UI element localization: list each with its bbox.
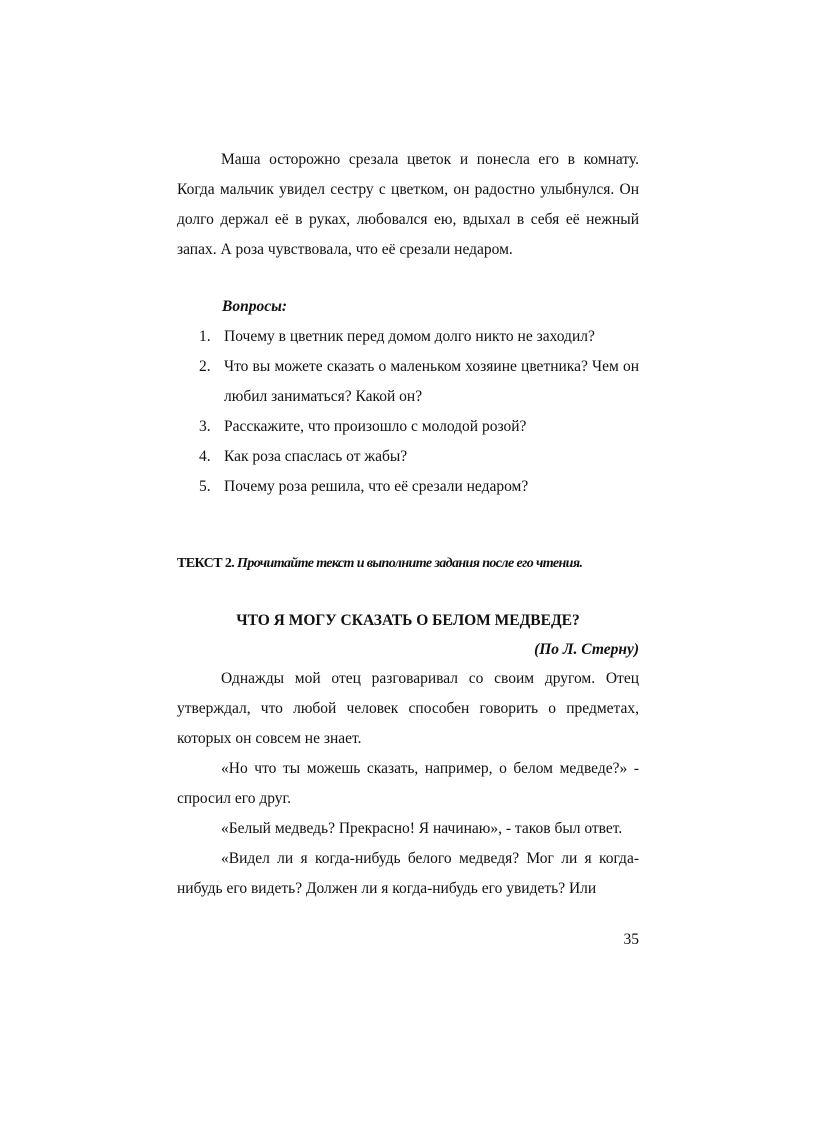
question-number: 3.: [199, 418, 211, 435]
task-header: [177, 550, 647, 578]
story-paragraph: «Белый медведь? Прекрасно! Я начинаю», - таков был ответ.: [221, 820, 623, 837]
question-item: [199, 472, 639, 502]
question-item: [199, 352, 639, 412]
question-text: Почему роза решила, что её срезали недаром?: [224, 478, 529, 495]
page-number: 35: [623, 931, 639, 948]
top-paragraph-block: [177, 145, 639, 265]
question-item: [199, 322, 639, 352]
questions-section: [177, 292, 639, 502]
question-item: [199, 442, 639, 472]
question-number: 5.: [199, 478, 211, 495]
questions-list: [177, 322, 639, 502]
question-text: Что вы можете сказать о маленьком хозяине цветника? Чем он любил заниматься? Какой он?: [224, 358, 639, 405]
question-number: 4.: [199, 448, 211, 465]
task-label: ТЕКСТ 2.: [177, 556, 235, 571]
question-text: Как роза спаслась от жабы?: [224, 448, 408, 465]
story-author: (По Л. Стерну): [534, 641, 639, 658]
question-number: 1.: [199, 328, 211, 345]
question-text: Почему в цветник перед домом долго никто не заходил?: [224, 328, 595, 345]
question-text: Расскажите, что произошло с молодой розой?: [224, 418, 527, 435]
questions-heading: Вопросы:: [222, 298, 288, 315]
top-paragraph: Маша осторожно срезала цветок и понесла его в комнату. Когда мальчик увидел сестру с цветком, он радостно улыбнулся. Он долго держал её в руках, любовался ею, вдыхал в себя её нежный запах. А роза чувствовала, что её срезали недаром.: [177, 151, 639, 258]
story-paragraph: «Видел ли я когда-нибудь белого медведя? Мог ли я когда-нибудь его видеть? Должен ли я когда-нибудь его увидеть? Или: [177, 850, 639, 897]
task-instruction: Прочитайте текст и выполните задания после его чтения.: [237, 556, 583, 571]
story-paragraph: «Но что ты можешь сказать, например, о белом медведе?» - спросил его друг.: [177, 760, 639, 807]
question-item: [199, 412, 639, 442]
question-number: 2.: [199, 358, 211, 375]
story-title: ЧТО Я МОГУ СКАЗАТЬ О БЕЛОМ МЕДВЕДЕ?: [236, 612, 580, 629]
story-body: [177, 664, 639, 904]
story-paragraph: Однажды мой отец разговаривал со своим другом. Отец утверждал, что любой человек способен говорить о предметах, которых он совсем не знает.: [177, 670, 639, 747]
